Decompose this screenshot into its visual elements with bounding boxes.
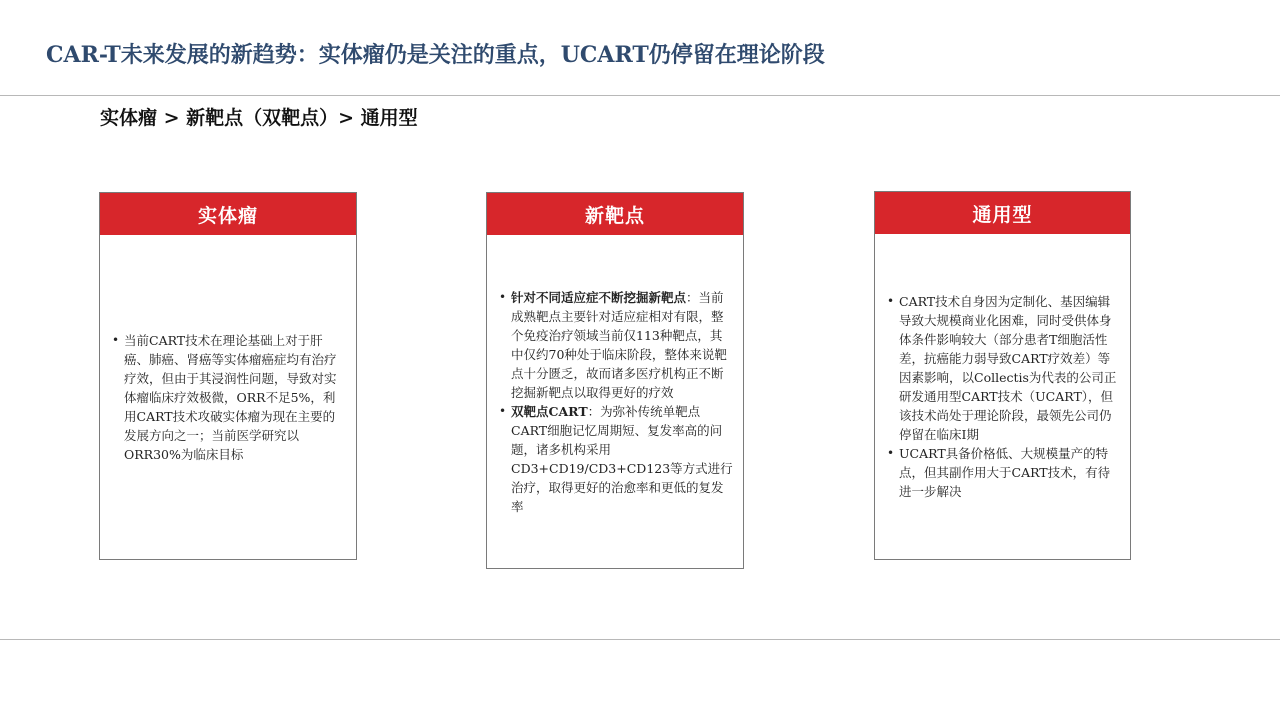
bullet-item	[112, 331, 346, 464]
card-body	[875, 234, 1130, 559]
bullet-text: CART技术自身因为定制化、基因编辑导致大规模商业化困难，同时受供体身体条件影响较大（部分患者T细胞活性差，抗癌能力弱导致CART疗效差）等因素影响，以Collectis为代表的公司正研发通用型CART技术（UCART），但该技术尚处于理论阶段，最领先公司仍停留在临床I期	[899, 294, 1117, 442]
slide-subtitle: 实体瘤 > 新靶点（双靶点）> 通用型	[100, 107, 418, 129]
bullet-text: ：为弥补传统单靶点CART细胞记忆周期短、复发率高的问题，诸多机构采用CD3+CD19/CD3+CD123等方式进行治疗，取得更好的治愈率和更低的复发率	[511, 403, 733, 514]
card-body	[487, 235, 743, 568]
bullet-strong: 针对不同适应症不断挖掘新靶点	[511, 289, 687, 305]
card-body	[100, 235, 356, 559]
footer-divider	[0, 639, 1280, 640]
bullet-item	[887, 444, 1120, 501]
bullet-text: ：当前成熟靶点主要针对适应症相对有限，整个免疫治疗领域当前仅113种靶点，其中仅约70种处于临床阶段，整体来说靶点十分匮乏，故而诸多医疗机构正不断挖掘新靶点以取得更好的疗效	[511, 289, 727, 400]
bullet-dot-icon: •	[887, 446, 895, 460]
bullet-text: 当前CART技术在理论基础上对于肝癌、肺癌、肾癌等实体瘤癌症均有治疗疗效，但由于其浸润性问题，导致对实体瘤临床疗效极微，ORR不足5%，利用CART技术攻破实体瘤为现在主要的发展方向之一；当前医学研究以ORR30%为临床目标	[124, 332, 337, 462]
bullet-dot-icon: •	[499, 289, 507, 304]
bullet-strong: 双靶点CART	[511, 403, 588, 419]
bullet-dot-icon: •	[112, 332, 120, 347]
bullet-item	[887, 292, 1120, 444]
bullet-item	[499, 402, 733, 516]
card-solid-tumor	[99, 192, 357, 560]
bullet-item	[499, 288, 733, 402]
bullet-dot-icon: •	[499, 403, 507, 418]
bullet-dot-icon: •	[887, 294, 895, 308]
card-header: 实体瘤	[100, 193, 356, 235]
card-new-target	[486, 192, 744, 569]
card-header: 新靶点	[487, 193, 743, 235]
slide-title: CAR-T未来发展的新趋势：实体瘤仍是关注的重点，UCART仍停留在理论阶段	[46, 42, 825, 68]
bullet-text: UCART具备价格低、大规模量产的特点，但其副作用大于CART技术，有待进一步解决	[899, 446, 1111, 499]
card-header: 通用型	[875, 192, 1130, 234]
card-universal	[874, 191, 1131, 560]
title-divider	[0, 95, 1280, 96]
